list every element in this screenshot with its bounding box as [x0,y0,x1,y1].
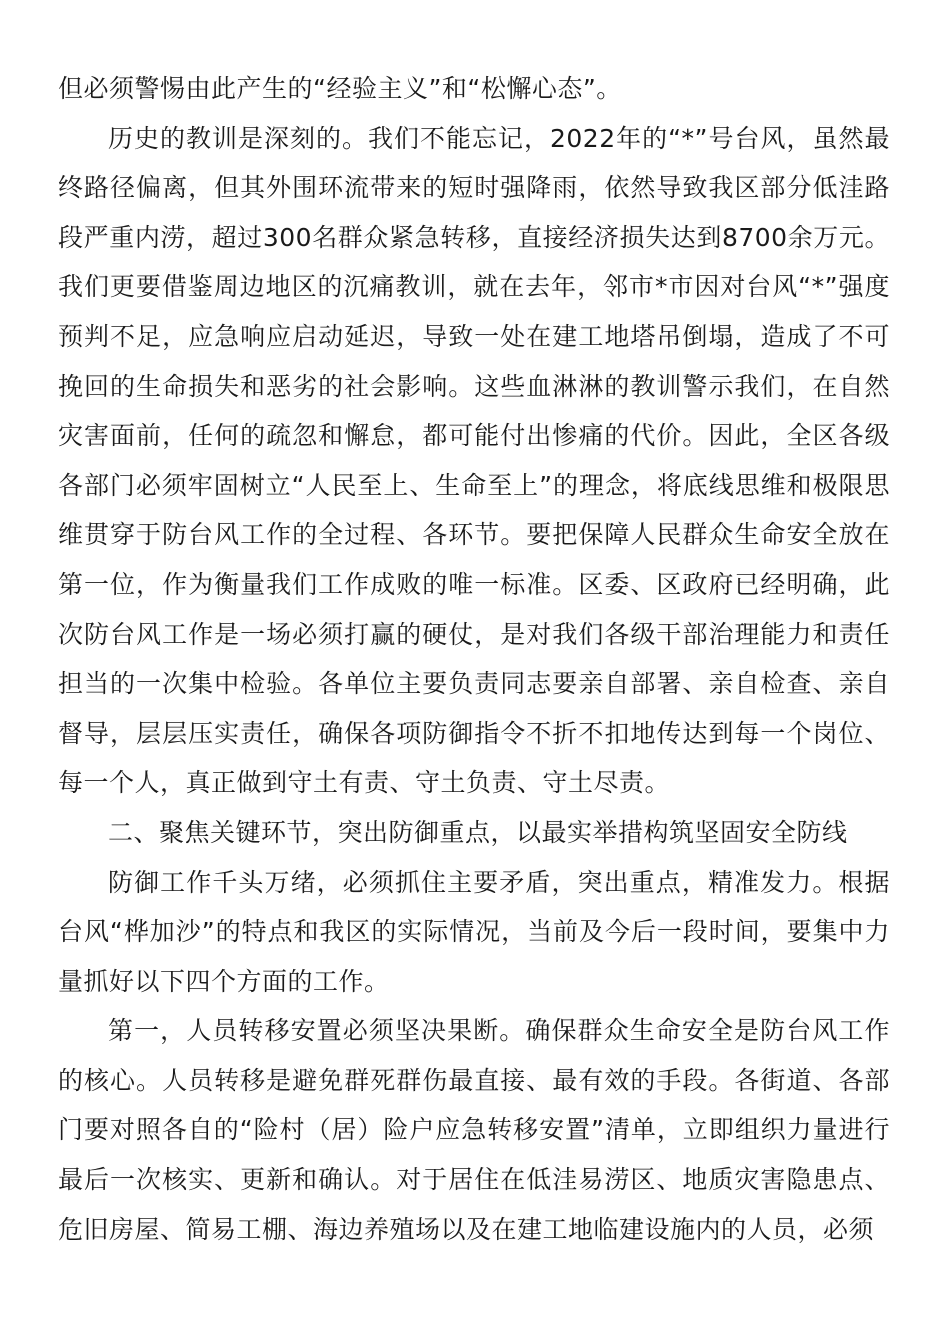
document-body [58,64,890,1254]
paragraph-continuation: 但必须警惕由此产生的“经验主义”和“松懈心态”。 [58,74,622,103]
paragraph-history-lessons: 历史的教训是深刻的。我们不能忘记，2022年的“*”号台风，虽然最终路径偏离，但其外围环流带来的短时强降雨，依然导致我区部分低洼路段严重内涝，超过300名群众紧急转移，直接经济损失达到8700余万元。我们更要借鉴周边地区的沉痛教训，就在去年，邻市*市因对台风“*”强度预判不足，应急响应启动延迟，导致一处在建工地塔吊倒塌，造成了不可挽回的生命损失和恶劣的社会影响。这些血淋淋的教训警示我们，在自然灾害面前，任何的疏忽和懈怠，都可能付出惨痛的代价。因此，全区各级各部门必须牢固树立“人民至上、生命至上”的理念，将底线思维和极限思维贯穿于防台风工作的全过程、各环节。要把保障人民群众生命安全放在第一位，作为衡量我们工作成败的唯一标准。区委、区政府已经明确，此次防台风工作是一场必须打赢的硬仗，是对我们各级干部治理能力和责任担当的一次集中检验。各单位主要负责同志要亲自部署、亲自检查、亲自督导，层层压实责任，确保各项防御指令不折不扣地传达到每一个岗位、每一个人，真正做到守土有责、守土负责、守土尽责。 [58,123,890,798]
section-heading-two: 二、聚焦关键环节，突出防御重点，以最实举措构筑坚固安全防线 [108,817,848,847]
paragraph-key-points-intro: 防御工作千头万绪，必须抓住主要矛盾，突出重点，精准发力。根据台风“桦加沙”的特点和我区的实际情况，当前及今后一段时间，要集中力量抓好以下四个方面的工作。 [58,867,890,996]
paragraph-evacuation: 第一，人员转移安置必须坚决果断。确保群众生命安全是防台风工作的核心。人员转移是避免群死群伤最直接、最有效的手段。各街道、各部门要对照各自的“险村（居）险户应急转移安置”清单，立即组织力量进行最后一次核实、更新和确认。对于居住在低洼易涝区、地质灾害隐患点、危旧房屋、简易工棚、海边养殖场以及在建工地临建设施内的人员，必须 [58,1016,890,1244]
